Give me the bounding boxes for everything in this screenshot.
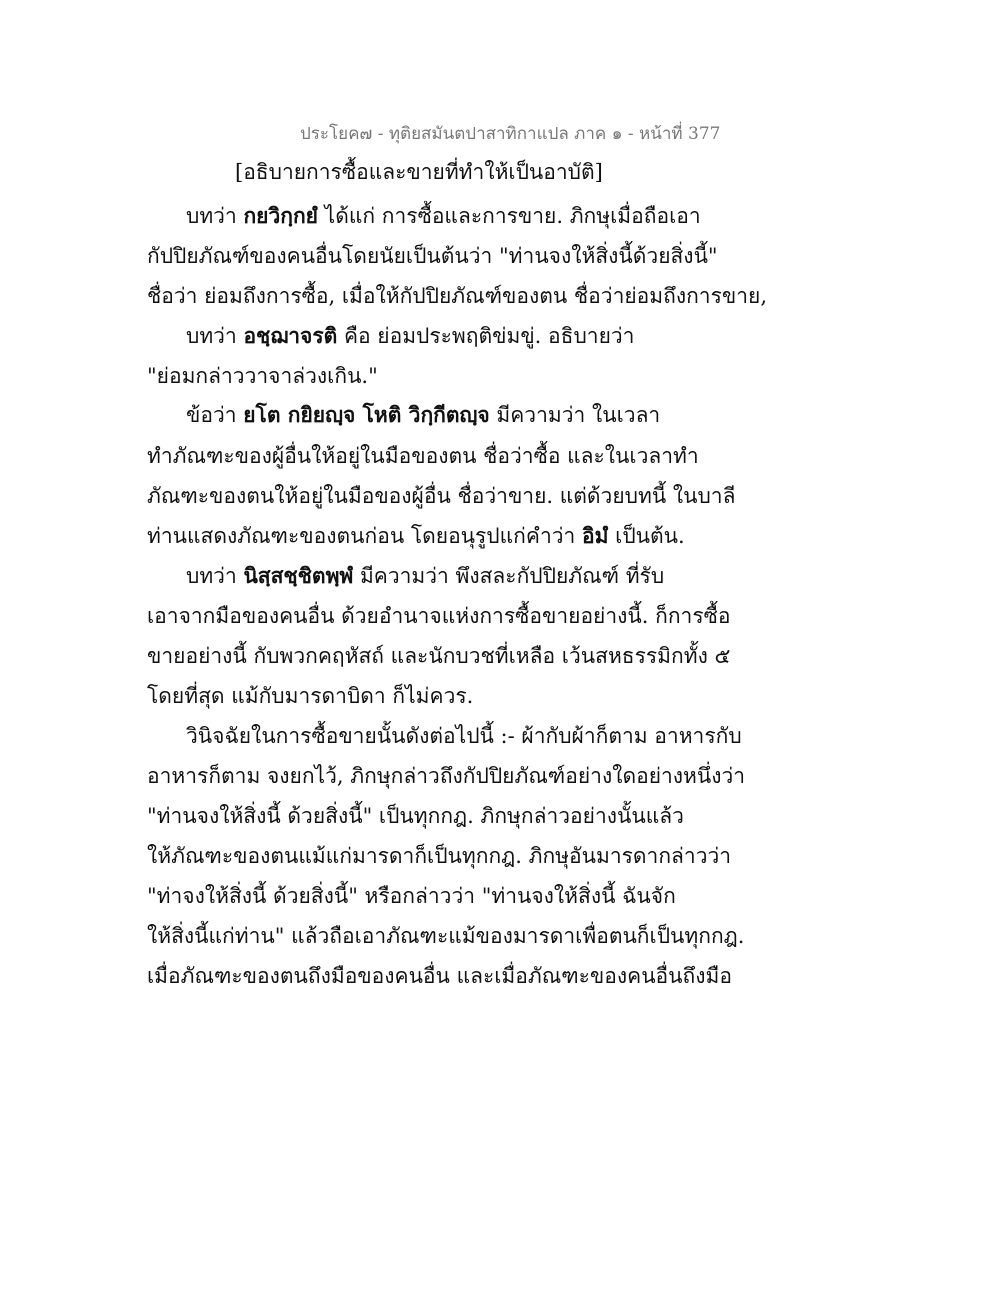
- text-run: บทว่า: [186, 564, 244, 588]
- paragraph-5-line-7: เมื่อภัณฑะของตนถึงมือของคนอื่น และเมื่อภัณฑะของคนอื่นถึงมือ: [147, 964, 732, 988]
- paragraph-2-line-2: "ย่อมกล่าววาจาล่วงเกิน.": [147, 364, 378, 388]
- paragraph-4-line-1: [186, 561, 664, 591]
- pali-term: ยโต กยิยญฺจ โหติ วิกฺกีตญฺจ: [243, 402, 490, 427]
- section-heading: [อธิบายการซื้อและขายที่ทำให้เป็นอาบัติ]: [235, 160, 603, 184]
- text-run: คือ ย่อมประพฤติข่มขู่. อธิบายว่า: [337, 324, 635, 348]
- text-run: ข้อว่า: [186, 403, 244, 427]
- paragraph-1-line-1: [186, 201, 701, 231]
- text-run: มีความว่า ในเวลา: [489, 403, 661, 427]
- text-run: ได้แก่ การซื้อและการขาย. ภิกษุเมื่อถือเอา: [317, 204, 701, 228]
- text-run: เป็นต้น.: [608, 524, 685, 548]
- paragraph-4-line-2: เอาจากมือของคนอื่น ด้วยอำนาจแห่งการซื้อขายอย่างนี้. ก็การซื้อ: [147, 604, 731, 628]
- paragraph-5-line-3: "ท่านจงให้สิ่งนี้ ด้วยสิ่งนี้" เป็นทุกกฎ. ภิกษุกล่าวอย่างนั้นแล้ว: [147, 804, 684, 828]
- paragraph-1-line-3: ชื่อว่า ย่อมถึงการซื้อ, เมื่อให้กัปปิยภัณฑ์ของตน ชื่อว่าย่อมถึงการขาย,: [147, 284, 768, 308]
- paragraph-3-line-4: [147, 521, 685, 551]
- page-header: ประโยค๗ - ทุติยสมันตปาสาทิกาแปล ภาค ๑ - หน้าที่ 377: [300, 124, 721, 144]
- paragraph-3-line-3: ภัณฑะของตนให้อยู่ในมือของผู้อื่น ชื่อว่าขาย. แต่ด้วยบทนี้ ในบาลี: [147, 484, 736, 508]
- text-run: บทว่า: [186, 324, 244, 348]
- paragraph-5-line-4: ให้ภัณฑะของตนแม้แก่มารดาก็เป็นทุกกฎ. ภิกษุอันมารดากล่าวว่า: [147, 844, 732, 868]
- paragraph-2-line-1: [186, 321, 634, 351]
- paragraph-5-line-1: วินิจฉัยในการซื้อขายนั้นดังต่อไปนี้ :- ผ้ากับผ้าก็ตาม อาหารกับ: [186, 724, 742, 748]
- paragraph-4-line-4: โดยที่สุด แม้กับมารดาบิดา ก็ไม่ควร.: [147, 684, 474, 708]
- pali-term: กยวิกฺกยํ: [243, 203, 318, 228]
- pali-term: อชฺฌาจรติ: [243, 323, 338, 348]
- text-run: มีความว่า พึงสละกัปปิยภัณฑ์ ที่รับ: [353, 564, 665, 588]
- paragraph-3-line-1: [186, 400, 660, 430]
- paragraph-1-line-2: กัปปิยภัณฑ์ของคนอื่นโดยนัยเป็นต้นว่า "ท่านจงให้สิ่งนี้ด้วยสิ่งนี้": [147, 244, 718, 268]
- pali-term: นิสฺสชฺชิตพฺพํ: [243, 563, 354, 588]
- paragraph-5-line-6: ให้สิ่งนี้แก่ท่าน" แล้วถือเอาภัณฑะแม้ของมารดาเพื่อตนก็เป็นทุกกฎ.: [147, 924, 745, 948]
- paragraph-3-line-2: ทำภัณฑะของผู้อื่นให้อยู่ในมือของตน ชื่อว่าซื้อ และในเวลาทำ: [147, 444, 699, 468]
- paragraph-4-line-3: ขายอย่างนี้ กับพวกคฤหัสถ์ และนักบวชที่เหลือ เว้นสหธรรมิกทั้ง ๕: [147, 644, 731, 668]
- paragraph-5-line-5: "ท่าจงให้สิ่งนี้ ด้วยสิ่งนี้" หรือกล่าวว่า "ท่านจงให้สิ่งนี้ ฉันจัก: [147, 884, 676, 908]
- text-run: บทว่า: [186, 204, 244, 228]
- text-run: ท่านแสดงภัณฑะของตนก่อน โดยอนุรูปแก่คำว่า: [147, 524, 582, 548]
- paragraph-5-line-2: อาหารก็ตาม จงยกไว้, ภิกษุกล่าวถึงกัปปิยภัณฑ์อย่างใดอย่างหนึ่งว่า: [147, 764, 746, 788]
- pali-term: อิมํ: [582, 523, 609, 548]
